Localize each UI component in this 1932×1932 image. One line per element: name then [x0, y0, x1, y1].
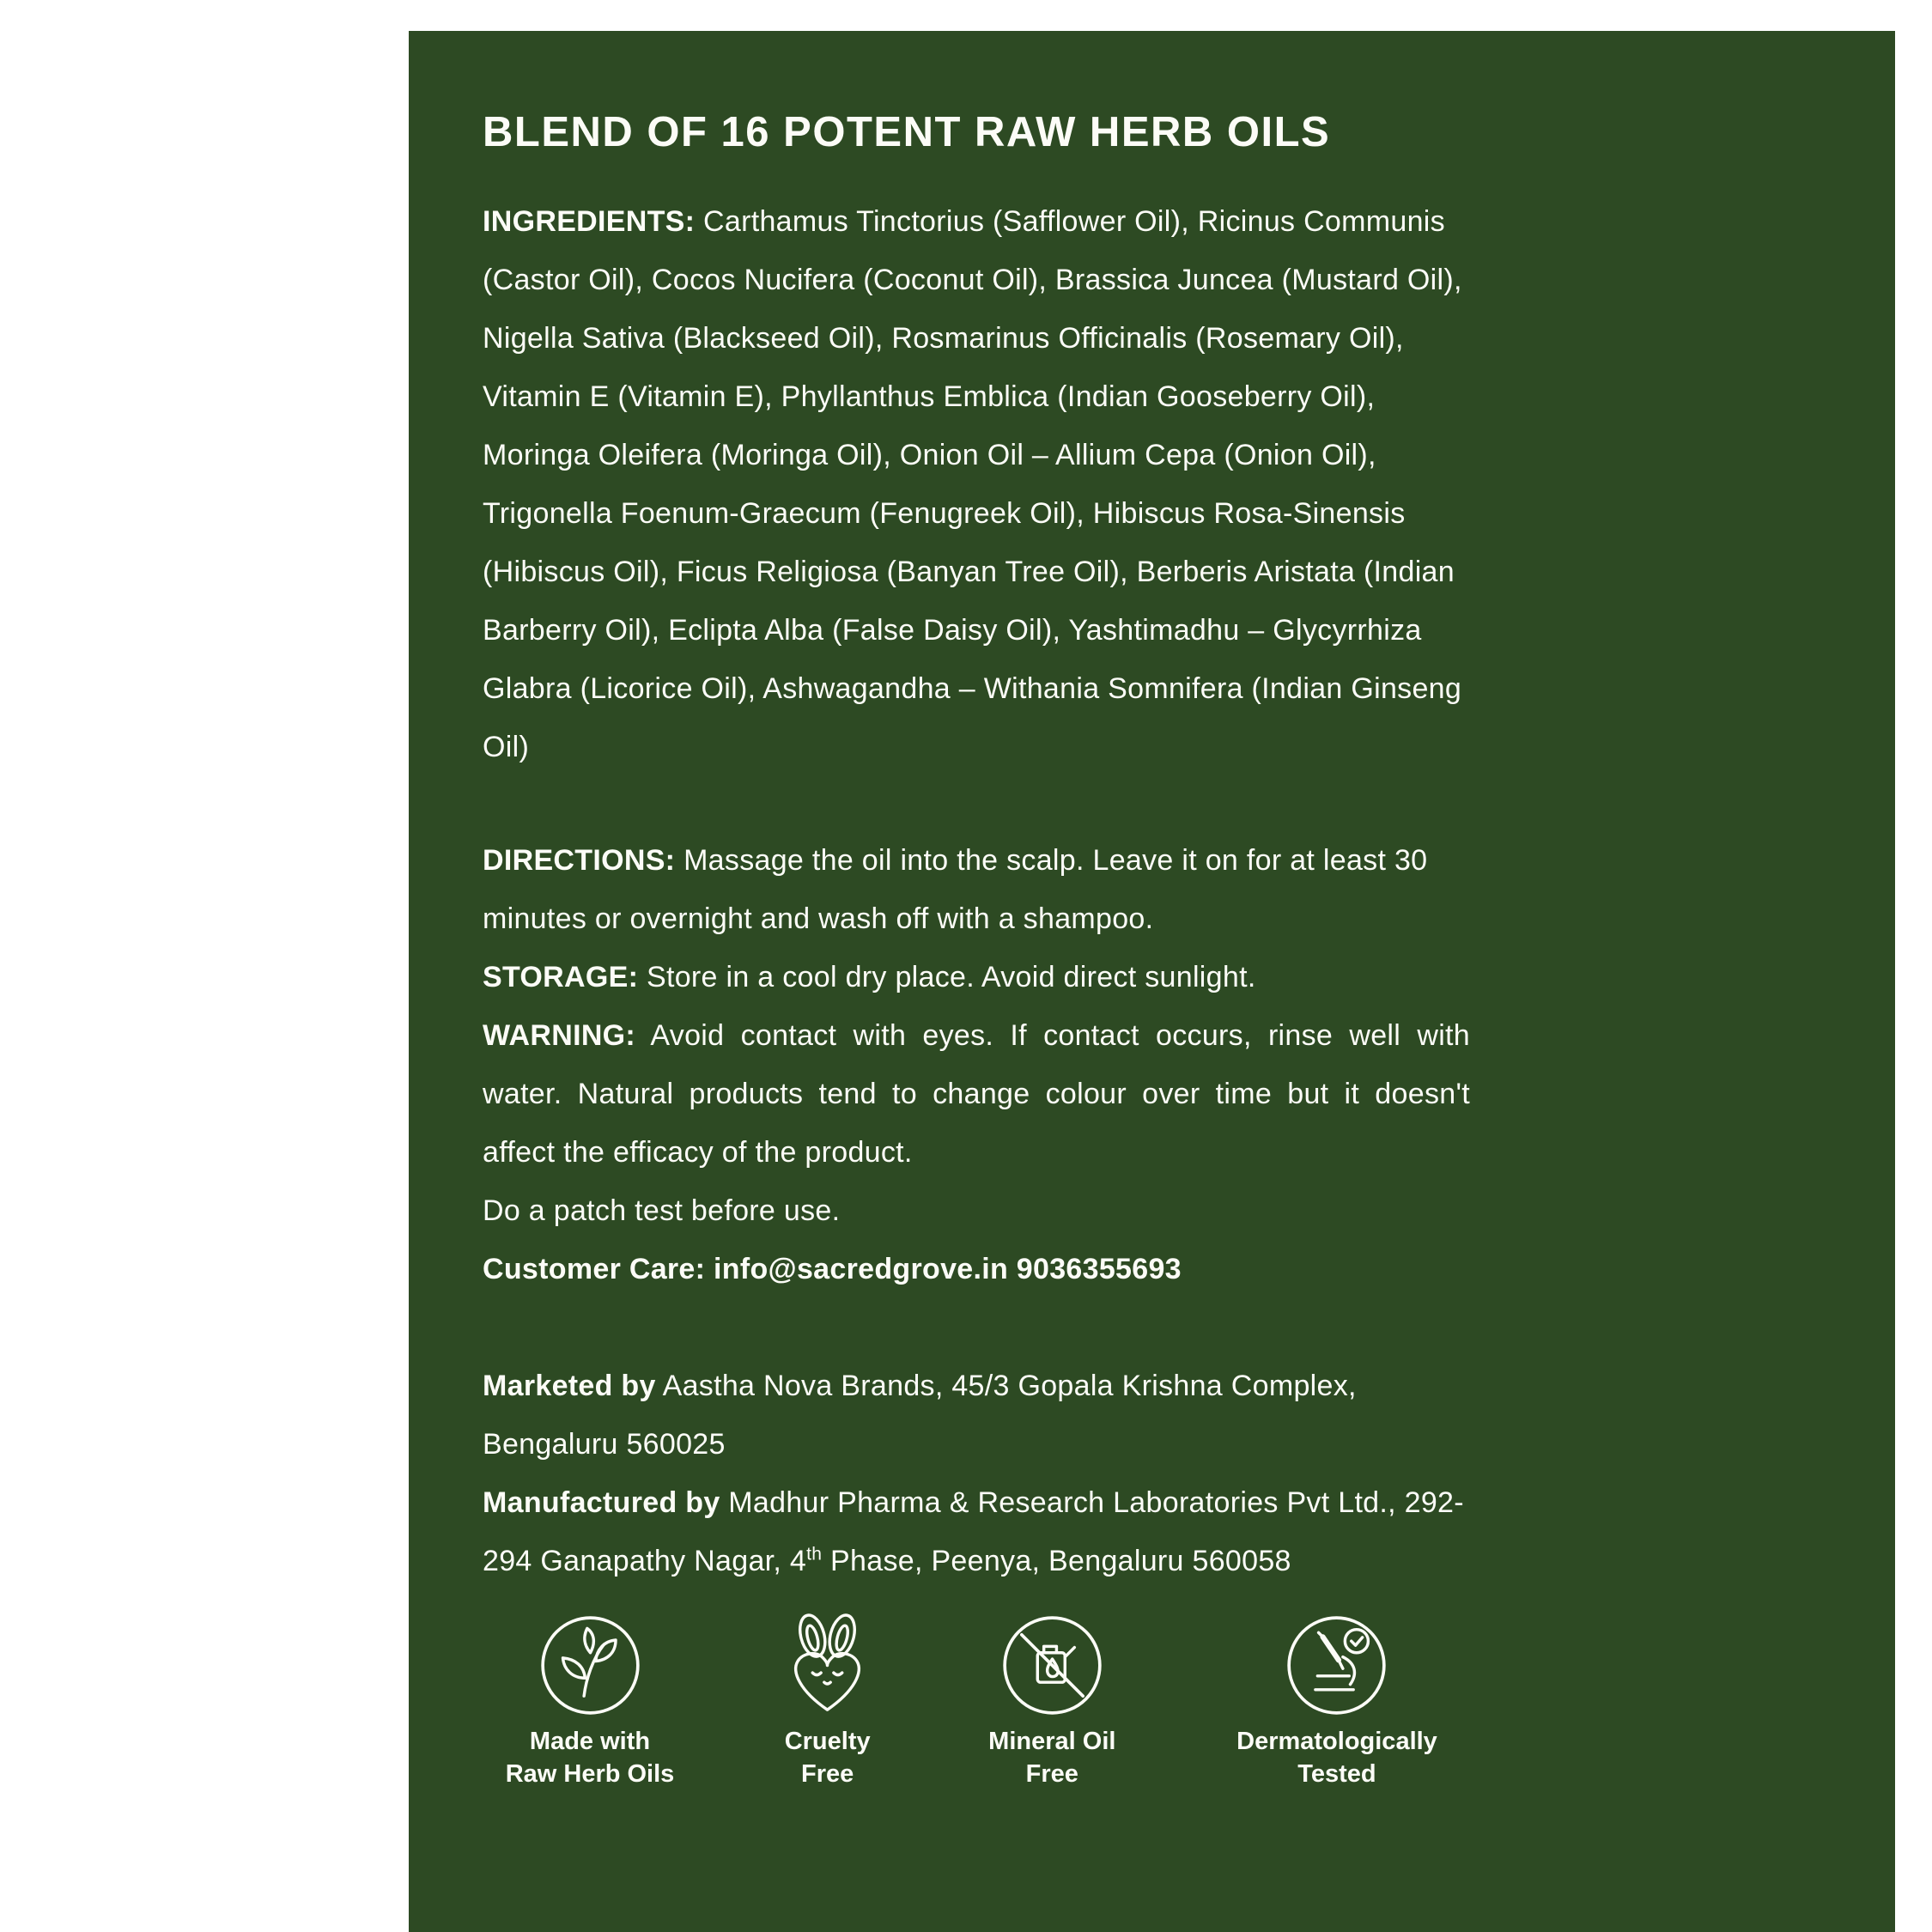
product-label-panel	[409, 31, 1895, 1932]
warning-text: Avoid contact with eyes. If contact occurs, rinse well with water. Natural products tend to change colour over time but it doesn't affect the efficacy of the product.	[483, 1019, 1471, 1169]
rabbit-heart-icon	[775, 1613, 880, 1718]
badge-made-with-raw-herb-oils	[483, 1613, 697, 1790]
manufactured-by-heading: Manufactured by	[483, 1486, 720, 1519]
ordinal-superscript: th	[806, 1544, 823, 1564]
manufactured-by-text-1: Madhur Pharma & Research Laboratories Pvt Ltd., 292-294 Ganapathy Nagar, 4	[483, 1486, 1464, 1577]
badge-label	[988, 1725, 1115, 1790]
badge-label	[785, 1725, 871, 1790]
marketed-by-text: Aastha Nova Brands, 45/3 Gopala Krishna Complex, Bengaluru 560025	[483, 1370, 1357, 1461]
ingredients-paragraph	[483, 192, 1470, 776]
storage-paragraph	[483, 948, 1470, 1006]
certification-badges-row	[483, 1613, 1470, 1790]
badge-label	[1236, 1725, 1437, 1790]
badge-label-line1: Cruelty	[784, 1728, 871, 1755]
customer-care-text: Customer Care: info@sacredgrove.in 9036355693	[483, 1253, 1182, 1285]
ingredients-text: Carthamus Tinctorius (Safflower Oil), Ricinus Communis (Castor Oil), Cocos Nucifera (Coconut Oil), Brassica Juncea (Mustard Oil), Nigella Sativa (Blackseed Oil), Rosmarinus Officinalis (Rosemary Oil), Vitamin E (Vitamin E), Phyllanthus Emblica (Indian Gooseberry Oil), Moringa Oleifera (Moringa Oil), Onion Oil – Allium Cepa (Onion Oil), Trigonella Foenum-Graecum (Fenugreek Oil), Hibiscus Rosa-Sinensis (Hibiscus Oil), Ficus Religiosa (Banyan Tree Oil), Berberis Aristata (Indian Barberry Oil), Eclipta Alba (False Daisy Oil), Yashtimadhu – Glycyrrhiza Glabra (Licorice Oil), Ashwagandha – Withania Somnifera (Indian Ginseng Oil)	[483, 205, 1462, 763]
label-title: BLEND OF 16 POTENT RAW HERB OILS	[483, 109, 1331, 155]
leaf-sprig-icon	[538, 1613, 643, 1718]
badge-label-line2: Free	[801, 1760, 854, 1788]
warning-paragraph	[483, 1006, 1470, 1182]
oil-can-crossed-icon	[999, 1613, 1105, 1718]
badge-cruelty-free	[755, 1613, 901, 1790]
badge-label-line2: Tested	[1297, 1760, 1376, 1788]
ingredients-heading: INGREDIENTS:	[483, 205, 696, 238]
customer-care-line	[483, 1240, 1470, 1298]
manufactured-by-paragraph	[483, 1473, 1470, 1590]
badge-label	[506, 1725, 675, 1790]
manufactured-by-text-2: Phase, Peenya, Bengaluru 560058	[822, 1545, 1291, 1577]
marketed-by-paragraph	[483, 1357, 1470, 1473]
badge-label-line2: Free	[1025, 1760, 1078, 1788]
directions-text: Massage the oil into the scalp. Leave it on for at least 30 minutes or overnight and wash off with a shampoo.	[483, 844, 1428, 935]
badge-label-line2: Raw Herb Oils	[505, 1760, 675, 1788]
directions-heading: DIRECTIONS:	[483, 844, 676, 877]
storage-heading: STORAGE:	[483, 961, 639, 993]
badge-label-line1: Mineral Oil	[988, 1728, 1116, 1755]
microscope-check-icon	[1284, 1613, 1389, 1718]
label-content	[483, 106, 1470, 1790]
marketed-by-heading: Marketed by	[483, 1370, 656, 1402]
badge-label-line1: Made with	[529, 1728, 651, 1755]
badge-label-line1: Dermatologically	[1236, 1728, 1437, 1755]
storage-text: Store in a cool dry place. Avoid direct sunlight.	[646, 961, 1256, 993]
warning-heading: WARNING:	[483, 1019, 636, 1052]
directions-paragraph	[483, 831, 1470, 948]
badge-mineral-oil-free	[957, 1613, 1146, 1790]
badge-dermatologically-tested	[1204, 1613, 1470, 1790]
patch-test-note: Do a patch test before use.	[483, 1194, 841, 1227]
